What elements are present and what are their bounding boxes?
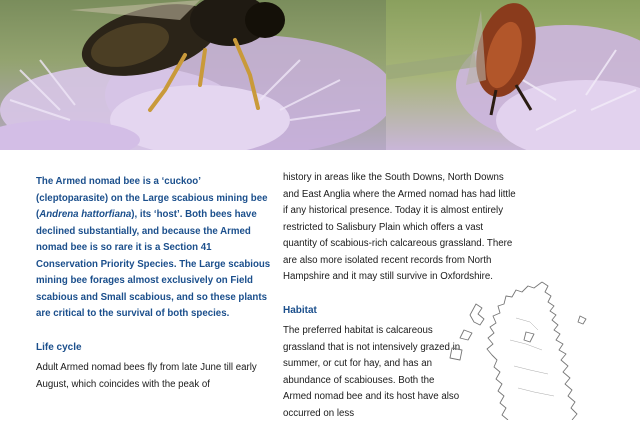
habitat-paragraph: The preferred habitat is calcareous grassland that is not intensively grazed in summer, or cut for hay, and has an abundance of scabiouses. Both the Armed nomad bee and its host have also occurred on less <box>283 325 461 419</box>
intro-paragraph <box>36 174 272 323</box>
habitat-heading: Habitat <box>283 304 317 316</box>
photo-bee-on-scabious <box>0 0 386 150</box>
photo-bee-on-flower <box>386 0 640 150</box>
life-cycle-paragraph: Adult Armed nomad bees fly from late June till early August, which coincides with the peak of <box>36 362 257 390</box>
photo-strip <box>0 0 640 150</box>
host-species-name: Andrena hattorfiana <box>39 209 132 220</box>
history-paragraph: history in areas like the South Downs, North Downs and East Anglia where the Armed nomad has had little if any historical presence. Today it is almost entirely restricted to Salisbury Plain which offers a vast quantity of scabious-rich calcareous grassland. There are also more isolated recent records from North Hampshire and it may still survive in Oxfordshire. <box>283 172 516 282</box>
great-britain-outline-map-icon <box>430 278 630 420</box>
intro-text-part1: The Armed nomad bee is a ‘cuckoo’ (cleptoparasite) on the Large scabious mining bee ( <box>36 176 268 220</box>
left-column <box>36 170 272 393</box>
life-cycle-heading: Life cycle <box>36 341 82 353</box>
intro-text-part2: ), its ‘host’. Both bees have declined substantially, and because the Armed nomad bee is so rare it is a Section 41 Conservation Priority Species. The Large scabious mining bee forages almost exclusively on Field scabious and Small scabious, and so these plants are critical to the survival of both species. <box>36 209 271 319</box>
